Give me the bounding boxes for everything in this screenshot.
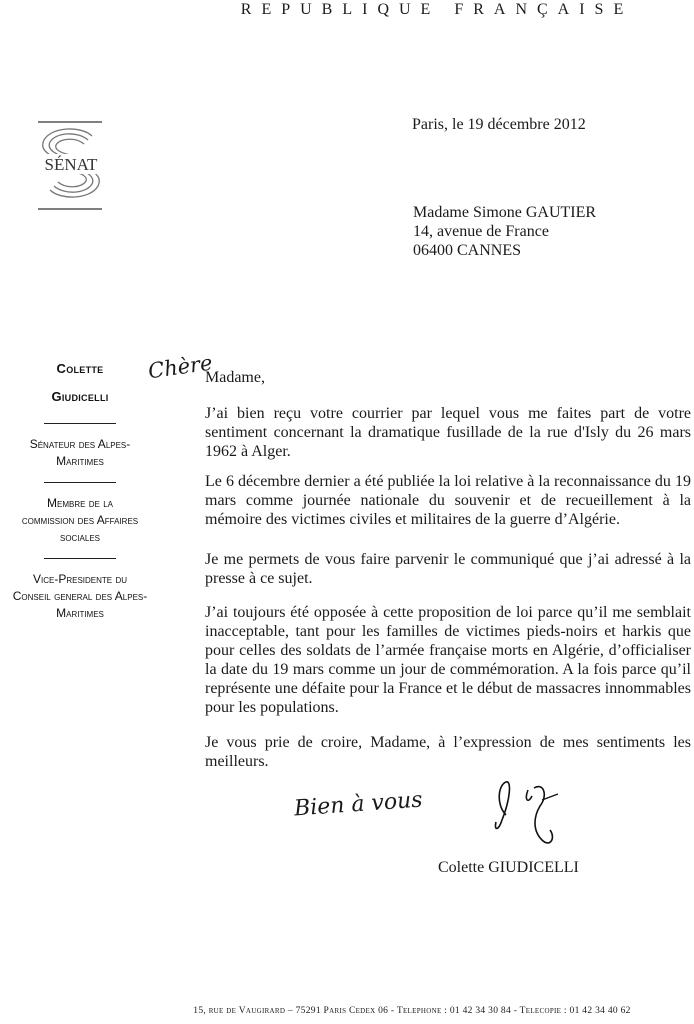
- salutation: Madame,: [205, 369, 265, 386]
- sender-title-senator: Sénateur des Alpes-Maritimes: [29, 437, 131, 468]
- sidebar-divider: [44, 482, 116, 483]
- sender-first-name: Colette: [56, 361, 104, 376]
- handwritten-closing: Bien à vous: [293, 787, 424, 822]
- republic-header: REPUBLIQUE FRANÇAISE: [240, 1, 634, 18]
- sender-sidebar: [0, 355, 160, 622]
- sender-last-name: Giudicelli: [51, 389, 109, 404]
- signer-name: Colette GIUDICELLI: [438, 859, 579, 876]
- paragraph-4: J’ai toujours été opposée à cette proposition de loi parce qu’il me semblait inacceptable, tant pour les familles de victimes pieds-noirs et harkis que pour celles des soldats de l’armée française morts en Algérie, d’officialiser la date du 19 mars comme un jour de commémoration. A la fois parce qu’il représente une défaite pour la France et le début de massacres innommables pour les populations.: [205, 604, 691, 716]
- signature: [476, 760, 586, 860]
- sidebar-divider: [44, 423, 116, 424]
- recipient-street: 14, avenue de France: [413, 223, 549, 240]
- paragraph-5: Je vous prie de croire, Madame, à l’expression de mes sentiments les meilleurs.: [205, 734, 691, 770]
- paragraph-3: Je me permets de vous faire parvenir le communiqué que j’ai adressé à la presse à ce sujet.: [205, 551, 691, 587]
- recipient-name: Madame Simone GAUTIER: [413, 204, 597, 221]
- letter-date: Paris, le 19 décembre 2012: [412, 116, 586, 133]
- sidebar-divider: [44, 558, 116, 559]
- senat-logo: [30, 118, 112, 213]
- svg-text:SÉNAT: SÉNAT: [44, 155, 98, 174]
- paragraph-2: Le 6 décembre dernier a été publiée la loi relative à la reconnaissance du 19 mars comme journée nationale du souvenir et de recueillement à la mémoire des victimes civiles et militaires de la guerre d’Algérie.: [205, 473, 691, 528]
- sender-title-vice-president: Vice-Presidente du Conseil general des Alpes-Maritimes: [12, 572, 148, 620]
- handwritten-cher: Chère: [146, 350, 214, 384]
- sender-title-commission: Membre de la commission des Affaires sociales: [21, 496, 139, 544]
- recipient-address: [413, 203, 596, 260]
- footer-address: 15, rue de Vaugirard – 75291 Paris Cedex 06 - Telephone : 01 42 34 30 84 - Telecopie : 01 42 34 40 62: [193, 1006, 631, 1016]
- recipient-city: 06400 CANNES: [413, 242, 522, 259]
- paragraph-1: J’ai bien reçu votre courrier par lequel vous me faites part de votre sentiment concernant la dramatique fusillade de la rue d'Isly du 26 mars 1962 à Alger.: [205, 405, 691, 460]
